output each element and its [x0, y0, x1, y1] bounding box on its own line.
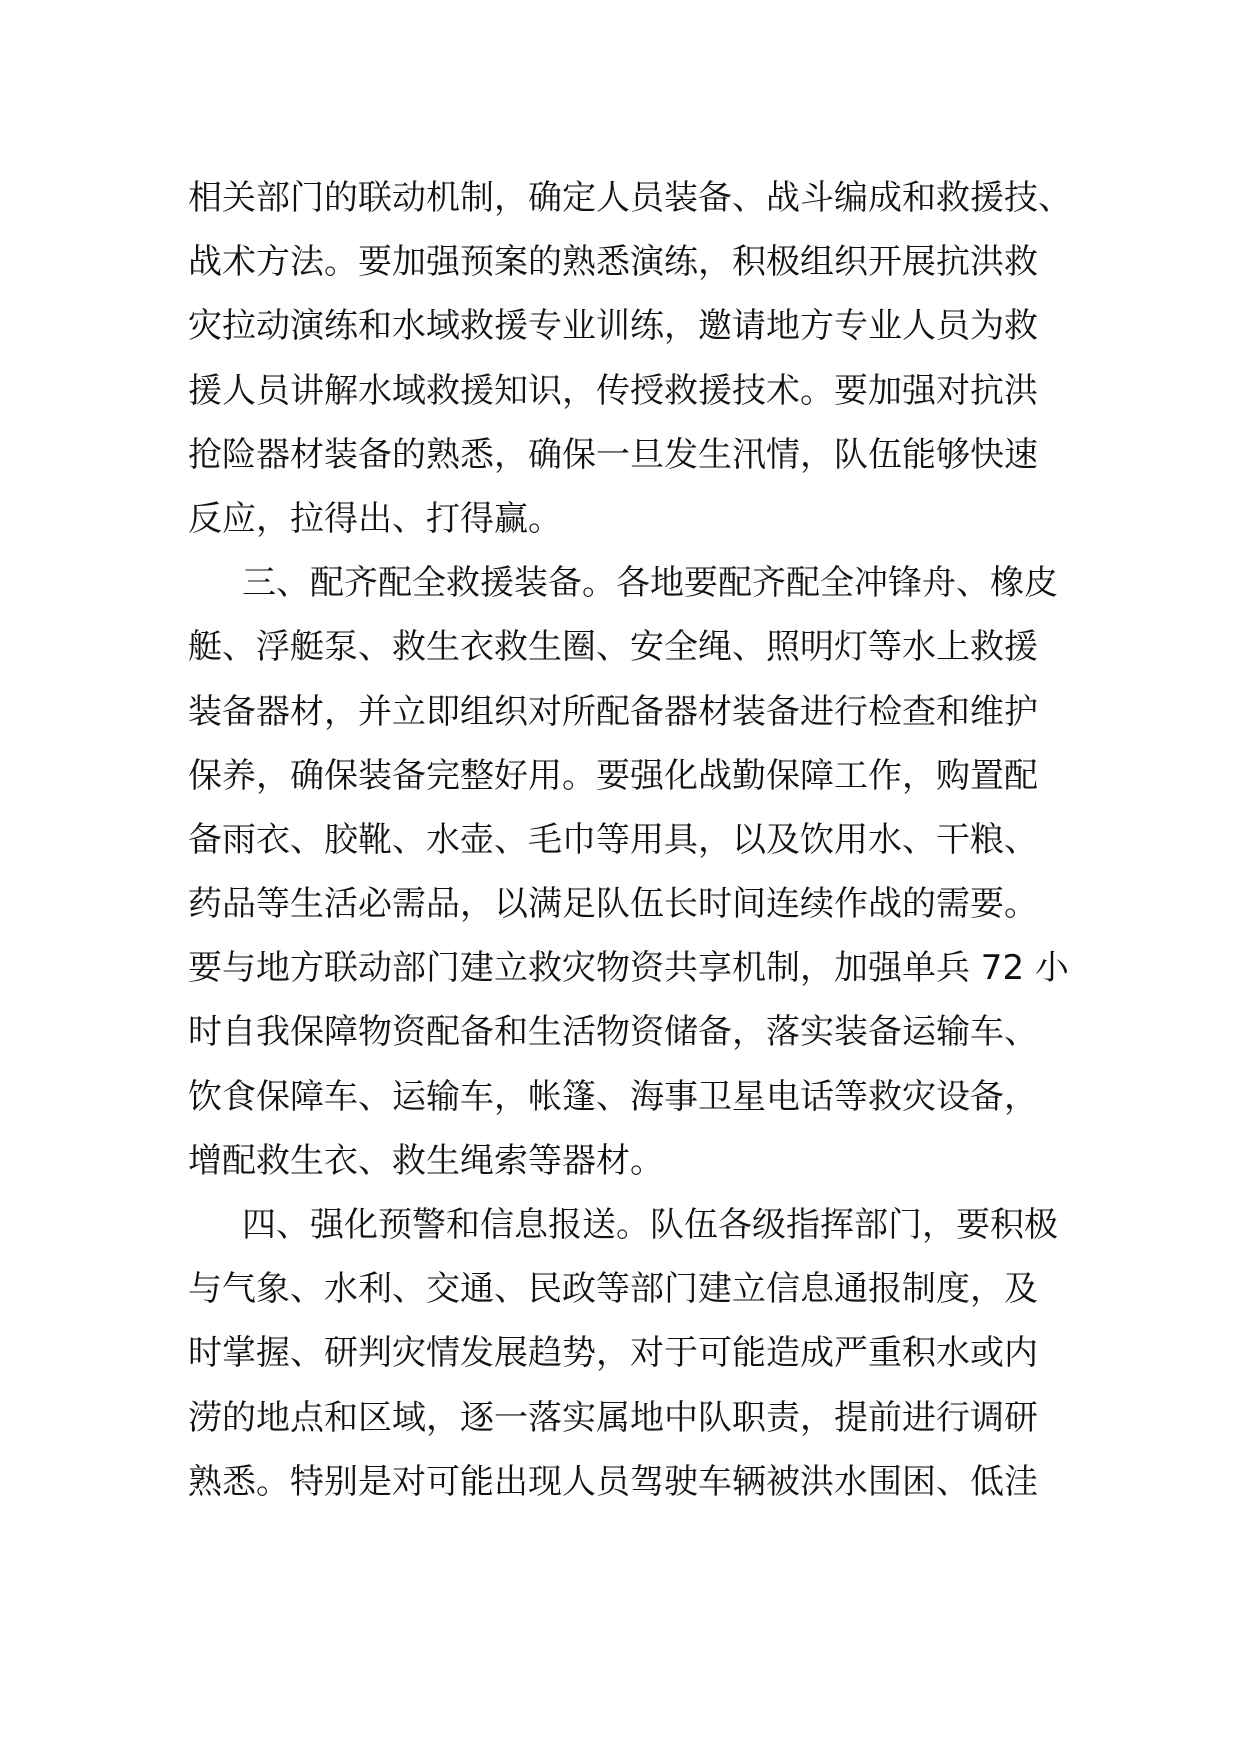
text-line: 涝的地点和区域，逐一落实属地中队职责，提前进行调研	[188, 1397, 1038, 1438]
text-line: 相关部门的联动机制，确定人员装备、战斗编成和救援技、	[188, 178, 1072, 218]
body-text	[188, 166, 1072, 1514]
text-line: 要与地方联动部门建立救灾物资共享机制，加强单兵 72 小	[188, 948, 1069, 989]
text-line: 抢险器材装备的熟悉，确保一旦发生汛情，队伍能够快速	[188, 434, 1038, 475]
text-line: 援人员讲解水域救援知识，传授救援技术。要加强对抗洪	[188, 370, 1038, 411]
text-line: 备雨衣、胶靴、水壶、毛巾等用具，以及饮用水、干粮、	[188, 819, 1038, 860]
text-line: 艇、浮艇泵、救生衣救生圈、安全绳、照明灯等水上救援	[188, 627, 1038, 668]
text-line: 保养，确保装备完整好用。要强化战勤保障工作，购置配	[188, 755, 1038, 796]
section-heading-line: 四、强化预警和信息报送。队伍各级指挥部门，要积极	[242, 1205, 1058, 1245]
text-line: 时掌握、研判灾情发展趋势，对于可能造成严重积水或内	[188, 1333, 1038, 1374]
text-line: 战术方法。要加强预案的熟悉演练，积极组织开展抗洪救	[188, 242, 1038, 283]
text-line: 反应，拉得出、打得赢。	[188, 498, 562, 539]
text-line: 增配救生衣、救生绳索等器材。	[188, 1140, 664, 1181]
text-line: 灾拉动演练和水域救援专业训练，邀请地方专业人员为救	[188, 306, 1038, 347]
text-line: 熟悉。特别是对可能出现人员驾驶车辆被洪水围困、低洼	[188, 1461, 1038, 1502]
text-line: 与气象、水利、交通、民政等部门建立信息通报制度，及	[188, 1269, 1038, 1310]
text-line: 药品等生活必需品，以满足队伍长时间连续作战的需要。	[188, 884, 1038, 925]
text-line: 饮食保障车、运输车，帐篷、海事卫星电话等救灾设备，	[188, 1076, 1038, 1117]
text-line: 装备器材，并立即组织对所配备器材装备进行检查和维护	[188, 691, 1038, 732]
text-line: 时自我保障物资配备和生活物资储备，落实装备运输车、	[188, 1012, 1038, 1053]
section-heading-line: 三、配齐配全救援装备。各地要配齐配全冲锋舟、橡皮	[242, 563, 1058, 604]
